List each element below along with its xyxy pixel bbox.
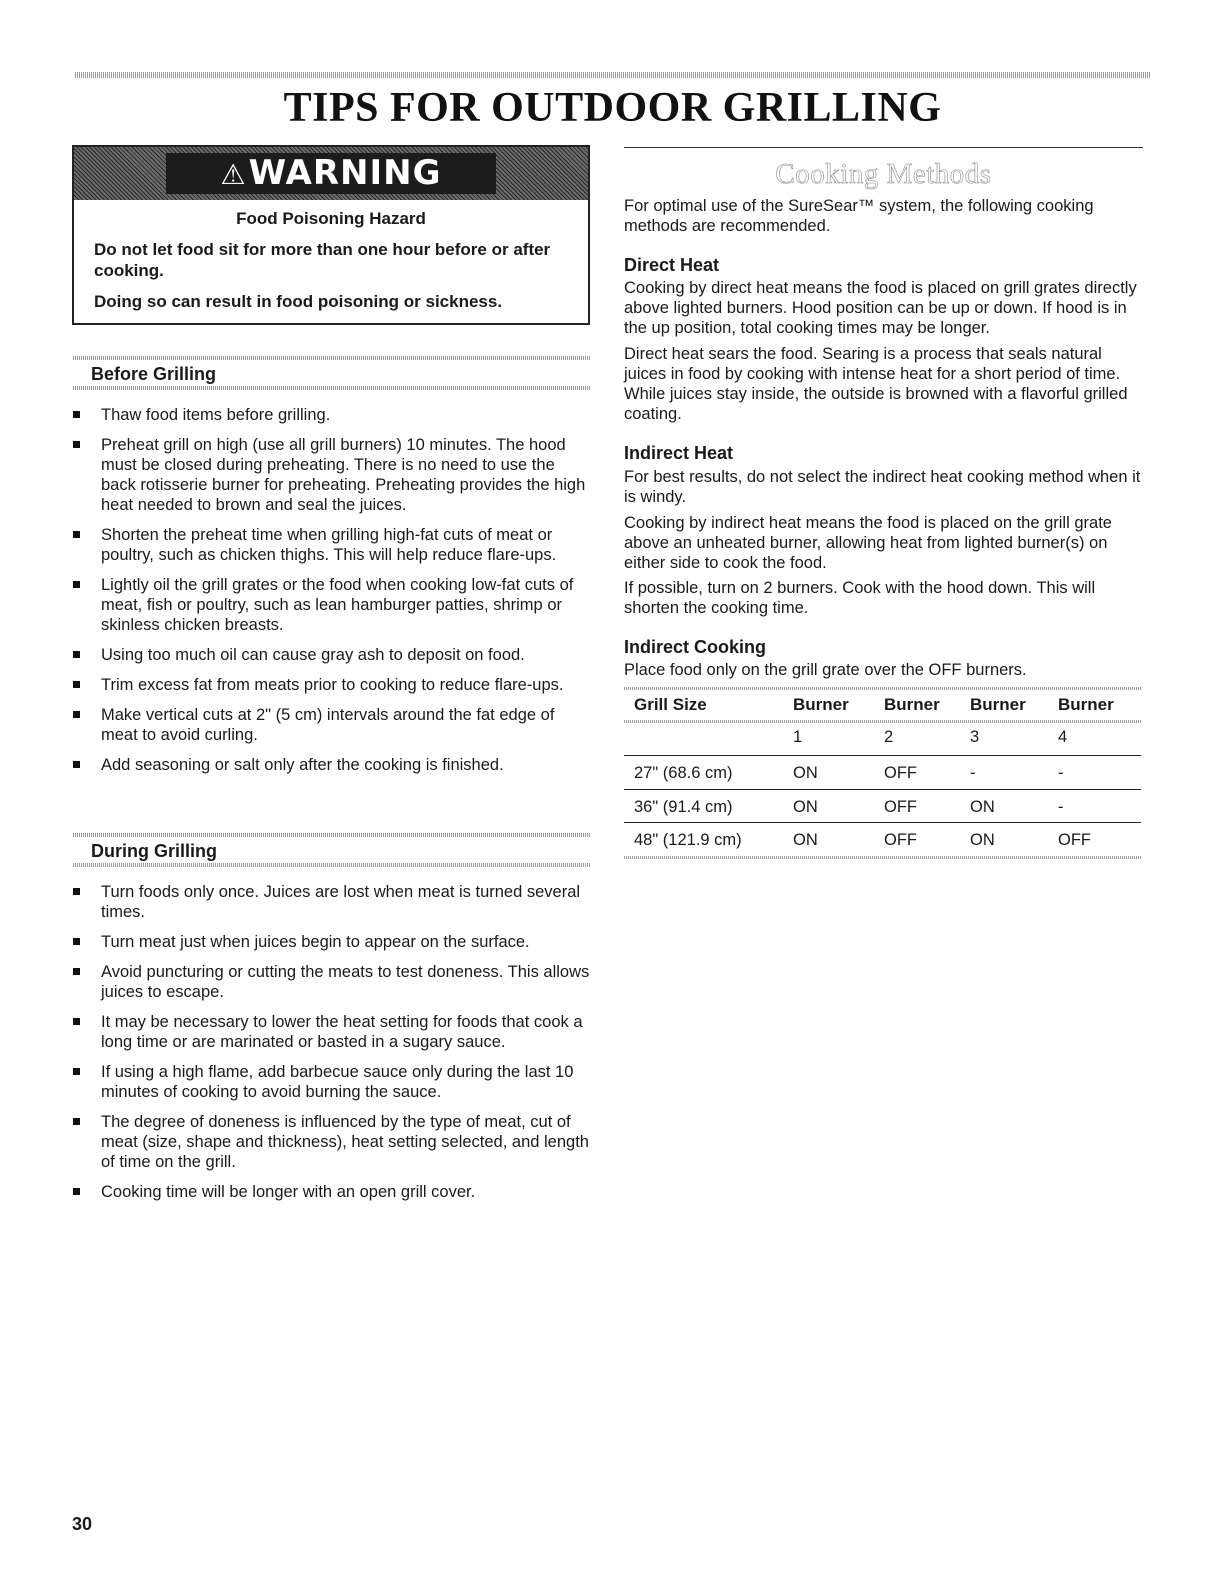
list-item: Preheat grill on high (use all grill burners) 10 minutes. The hood must be closed during preheating. There is no need to use the back rotisserie burner for preheating. Preheating provides the high heat needed to brown and seal the juices. xyxy=(73,435,593,515)
bullet-square-icon xyxy=(73,761,80,768)
direct-heat-paragraph-2: Direct heat sears the food. Searing is a process that seals natural juices in food by cooking with intense heat for a short period of time. While juices stay inside, the outside is browned with a flavorful grilled coating. xyxy=(624,345,1128,423)
table-row xyxy=(624,756,1141,789)
bullet-square-icon xyxy=(73,531,80,538)
indirect-heat-paragraph-2: Cooking by indirect heat means the food is placed on the grill grate above an unheated burner, allowing heat from lighted burner(s) on either side to cook the food. xyxy=(624,514,1112,572)
during-grilling-list xyxy=(73,882,593,1202)
indirect-heat-paragraph-1: For best results, do not select the indirect heat cooking method when it is windy. xyxy=(624,468,1141,506)
indirect-heat-heading: Indirect Heat xyxy=(624,443,734,463)
table-header-cell: Burner xyxy=(884,695,940,714)
table-cell: 27" (68.6 cm) xyxy=(634,764,733,782)
during-grilling-heading-text: During Grilling xyxy=(91,841,217,861)
bullet-square-icon xyxy=(73,441,80,448)
table-cell: 2 xyxy=(884,728,894,746)
table-cell: ON xyxy=(793,764,818,782)
list-item: Avoid puncturing or cutting the meats to test doneness. This allows juices to escape. xyxy=(73,962,593,1002)
table-cell: ON xyxy=(793,831,818,849)
list-item: Turn meat just when juices begin to appear on the surface. xyxy=(73,932,593,952)
table-header-cell: Grill Size xyxy=(634,695,707,714)
bullet-square-icon xyxy=(73,1018,80,1025)
bullet-square-icon xyxy=(73,711,80,718)
table-cell: 48" (121.9 cm) xyxy=(634,831,742,849)
bullet-square-icon xyxy=(73,681,80,688)
top-dotted-rule xyxy=(75,72,1150,78)
table-header-row xyxy=(624,687,1141,720)
table-cell: ON xyxy=(793,798,818,816)
bullet-square-icon xyxy=(73,938,80,945)
table-cell: - xyxy=(1058,764,1064,782)
list-item: Cooking time will be longer with an open grill cover. xyxy=(73,1182,593,1202)
warning-triangle-icon: ⚠ xyxy=(220,158,247,191)
table-row xyxy=(624,790,1141,823)
table-cell: 36" (91.4 cm) xyxy=(634,798,733,816)
table-cell: - xyxy=(1058,798,1064,816)
bullet-square-icon xyxy=(73,411,80,418)
bullet-square-icon xyxy=(73,1068,80,1075)
list-item: The degree of doneness is influenced by the type of meat, cut of meat (size, shape and thickness), heat setting selected, and length of time on the grill. xyxy=(73,1112,593,1172)
indirect-cooking-heading: Indirect Cooking xyxy=(624,637,767,657)
table-header-cell: Burner xyxy=(1058,695,1114,714)
list-item: Trim excess fat from meats prior to cooking to reduce flare-ups. xyxy=(73,675,593,695)
cooking-methods-title: Cooking Methods xyxy=(775,158,992,190)
warning-box xyxy=(72,145,590,325)
list-item: If using a high flame, add barbecue sauce only during the last 10 minutes of cooking to avoid burning the sauce. xyxy=(73,1062,593,1102)
table-cell: OFF xyxy=(1058,831,1091,849)
page-title: TIPS FOR OUTDOOR GRILLING xyxy=(283,85,942,131)
list-item: Turn foods only once. Juices are lost when meat is turned several times. xyxy=(73,882,593,922)
list-item: Using too much oil can cause gray ash to deposit on food. xyxy=(73,645,593,665)
bullet-square-icon xyxy=(73,1188,80,1195)
table-row xyxy=(624,823,1141,856)
page-number: 30 xyxy=(72,1514,93,1534)
bullet-square-icon xyxy=(73,968,80,975)
table-cell: 3 xyxy=(970,728,980,746)
before-grilling-heading xyxy=(73,352,591,394)
indirect-cooking-paragraph: Place food only on the grill grate over the OFF burners. xyxy=(624,661,1027,679)
list-item: It may be necessary to lower the heat setting for foods that cook a long time or are marinated or basted in a sugary sauce. xyxy=(73,1012,593,1052)
bullet-square-icon xyxy=(73,1118,80,1125)
table-cell: - xyxy=(970,764,976,782)
table-cell: ON xyxy=(970,798,995,816)
during-grilling-heading xyxy=(73,829,591,871)
direct-heat-paragraph-1: Cooking by direct heat means the food is placed on grill grates directly above lighted burners. Hood position can be up or down. If hood is in the up position, total cooking times may be longer. xyxy=(624,279,1137,337)
bullet-square-icon xyxy=(73,581,80,588)
table-subheader-row xyxy=(624,720,1141,753)
warning-header xyxy=(74,147,588,200)
cooking-methods-intro: For optimal use of the SureSear™ system, the following cooking methods are recommended. xyxy=(624,197,1094,235)
table-cell: ON xyxy=(970,831,995,849)
table-header-cell: Burner xyxy=(793,695,849,714)
indirect-heat-paragraph-3: If possible, turn on 2 burners. Cook with the hood down. This will shorten the cooking time. xyxy=(624,579,1096,617)
bullet-square-icon xyxy=(73,651,80,658)
table-bottom-rule xyxy=(624,856,1141,859)
table-cell: OFF xyxy=(884,764,917,782)
table-header-cell: Burner xyxy=(970,695,1026,714)
list-item: Thaw food items before grilling. xyxy=(73,405,593,425)
warning-hazard-title: Food Poisoning Hazard xyxy=(236,209,426,228)
warning-text-1: Do not let food sit for more than one hour before or after cooking. xyxy=(94,240,551,280)
before-grilling-heading-text: Before Grilling xyxy=(91,364,217,384)
list-item: Shorten the preheat time when grilling high-fat cuts of meat or poultry, such as chicken thighs. This will help reduce flare-ups. xyxy=(73,525,593,565)
warning-text-2: Doing so can result in food poisoning or sickness. xyxy=(94,292,503,311)
table-cell: 4 xyxy=(1058,728,1068,746)
right-column-rule xyxy=(624,147,1143,148)
warning-label-block xyxy=(166,153,496,194)
bullet-square-icon xyxy=(73,888,80,895)
list-item: Lightly oil the grill grates or the food when cooking low-fat cuts of meat, fish or poultry, such as lean hamburger patties, shrimp or skinless chicken breasts. xyxy=(73,575,593,635)
table-cell: OFF xyxy=(884,831,917,849)
list-item: Add seasoning or salt only after the cooking is finished. xyxy=(73,755,593,775)
direct-heat-heading: Direct Heat xyxy=(624,255,720,275)
warning-label: WARNING xyxy=(248,153,442,193)
table-cell: OFF xyxy=(884,798,917,816)
table-cell: 1 xyxy=(793,728,803,746)
list-item: Make vertical cuts at 2" (5 cm) intervals around the fat edge of meat to avoid curling. xyxy=(73,705,593,745)
before-grilling-list xyxy=(73,405,593,775)
